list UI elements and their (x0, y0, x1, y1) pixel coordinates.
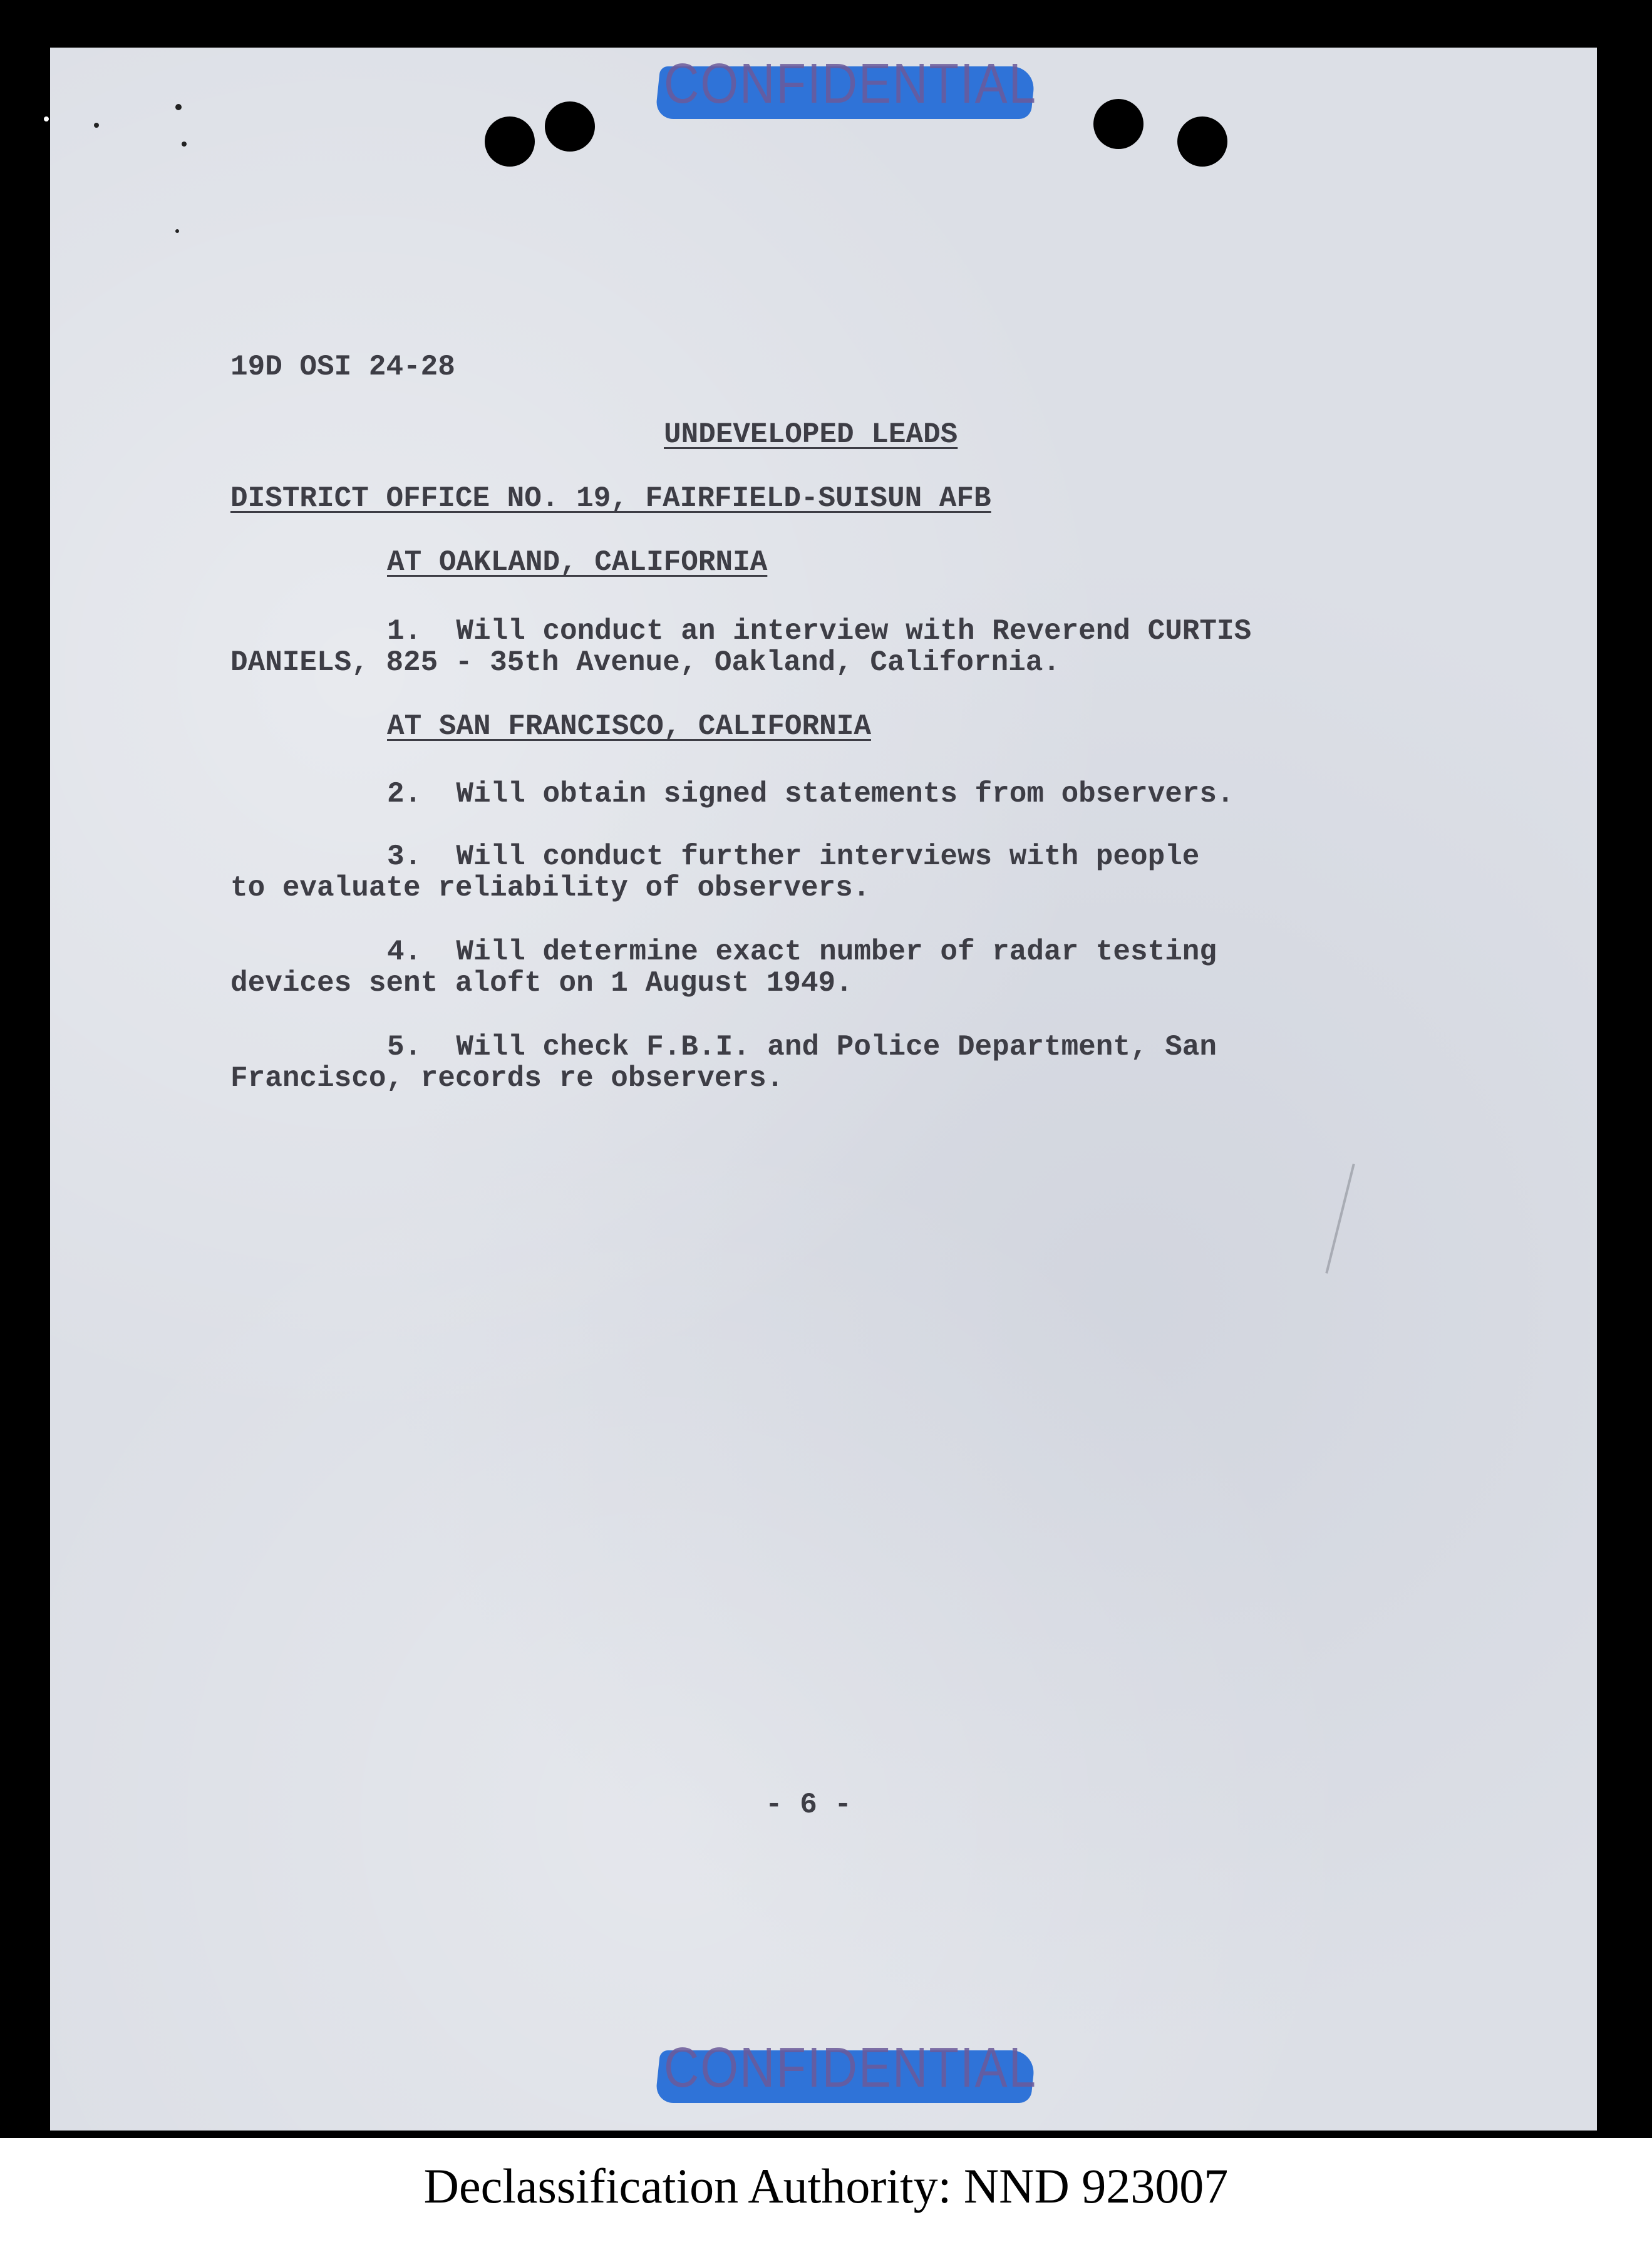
lead-item-4-line2: devices sent aloft on 1 August 1949. (230, 967, 853, 1000)
punch-hole-2 (545, 101, 595, 152)
declassification-authority: Declassification Authority: NND 923007 (423, 2159, 1229, 2213)
stamp-text: CONFIDENTIAL (664, 2035, 1038, 2099)
document-title: UNDEVELOPED LEADS (664, 418, 958, 451)
lead-item-1-line1: 1. Will conduct an interview with Reverend CURTIS (387, 615, 1252, 648)
office-heading: DISTRICT OFFICE NO. 19, FAIRFIELD-SUISUN AFB (230, 482, 991, 515)
confidential-stamp-bottom (658, 2035, 1038, 2102)
section-heading-san-francisco: AT SAN FRANCISCO, CALIFORNIA (387, 710, 871, 743)
punch-hole-3 (1093, 99, 1143, 149)
stamp-text: CONFIDENTIAL (664, 51, 1038, 115)
punch-hole-1 (485, 116, 535, 167)
paper-speck (44, 116, 49, 121)
lead-item-3-line2: to evaluate reliability of observers. (230, 872, 870, 904)
section-heading-oakland: AT OAKLAND, CALIFORNIA (387, 546, 768, 579)
pencil-mark (1325, 1164, 1355, 1274)
punch-hole-4 (1177, 116, 1227, 167)
confidential-stamp-top (658, 51, 1038, 118)
paper-speck (94, 123, 99, 128)
file-number: 19D OSI 24-28 (230, 351, 455, 383)
lead-item-5-line2: Francisco, records re observers. (230, 1062, 784, 1095)
paper-speck (175, 104, 182, 110)
paper-speck (182, 142, 187, 147)
document-page (50, 48, 1597, 2131)
lead-item-1-line2: DANIELS, 825 - 35th Avenue, Oakland, California. (230, 646, 1061, 679)
paper-speck (175, 229, 179, 233)
lead-item-4-line1: 4. Will determine exact number of radar testing (387, 936, 1217, 968)
lead-item-5-line1: 5. Will check F.B.I. and Police Department, San (387, 1031, 1217, 1063)
lead-item-2-line1: 2. Will obtain signed statements from observers. (387, 778, 1234, 810)
page-number: - 6 - (765, 1789, 852, 1821)
lead-item-3-line1: 3. Will conduct further interviews with people (387, 840, 1200, 873)
